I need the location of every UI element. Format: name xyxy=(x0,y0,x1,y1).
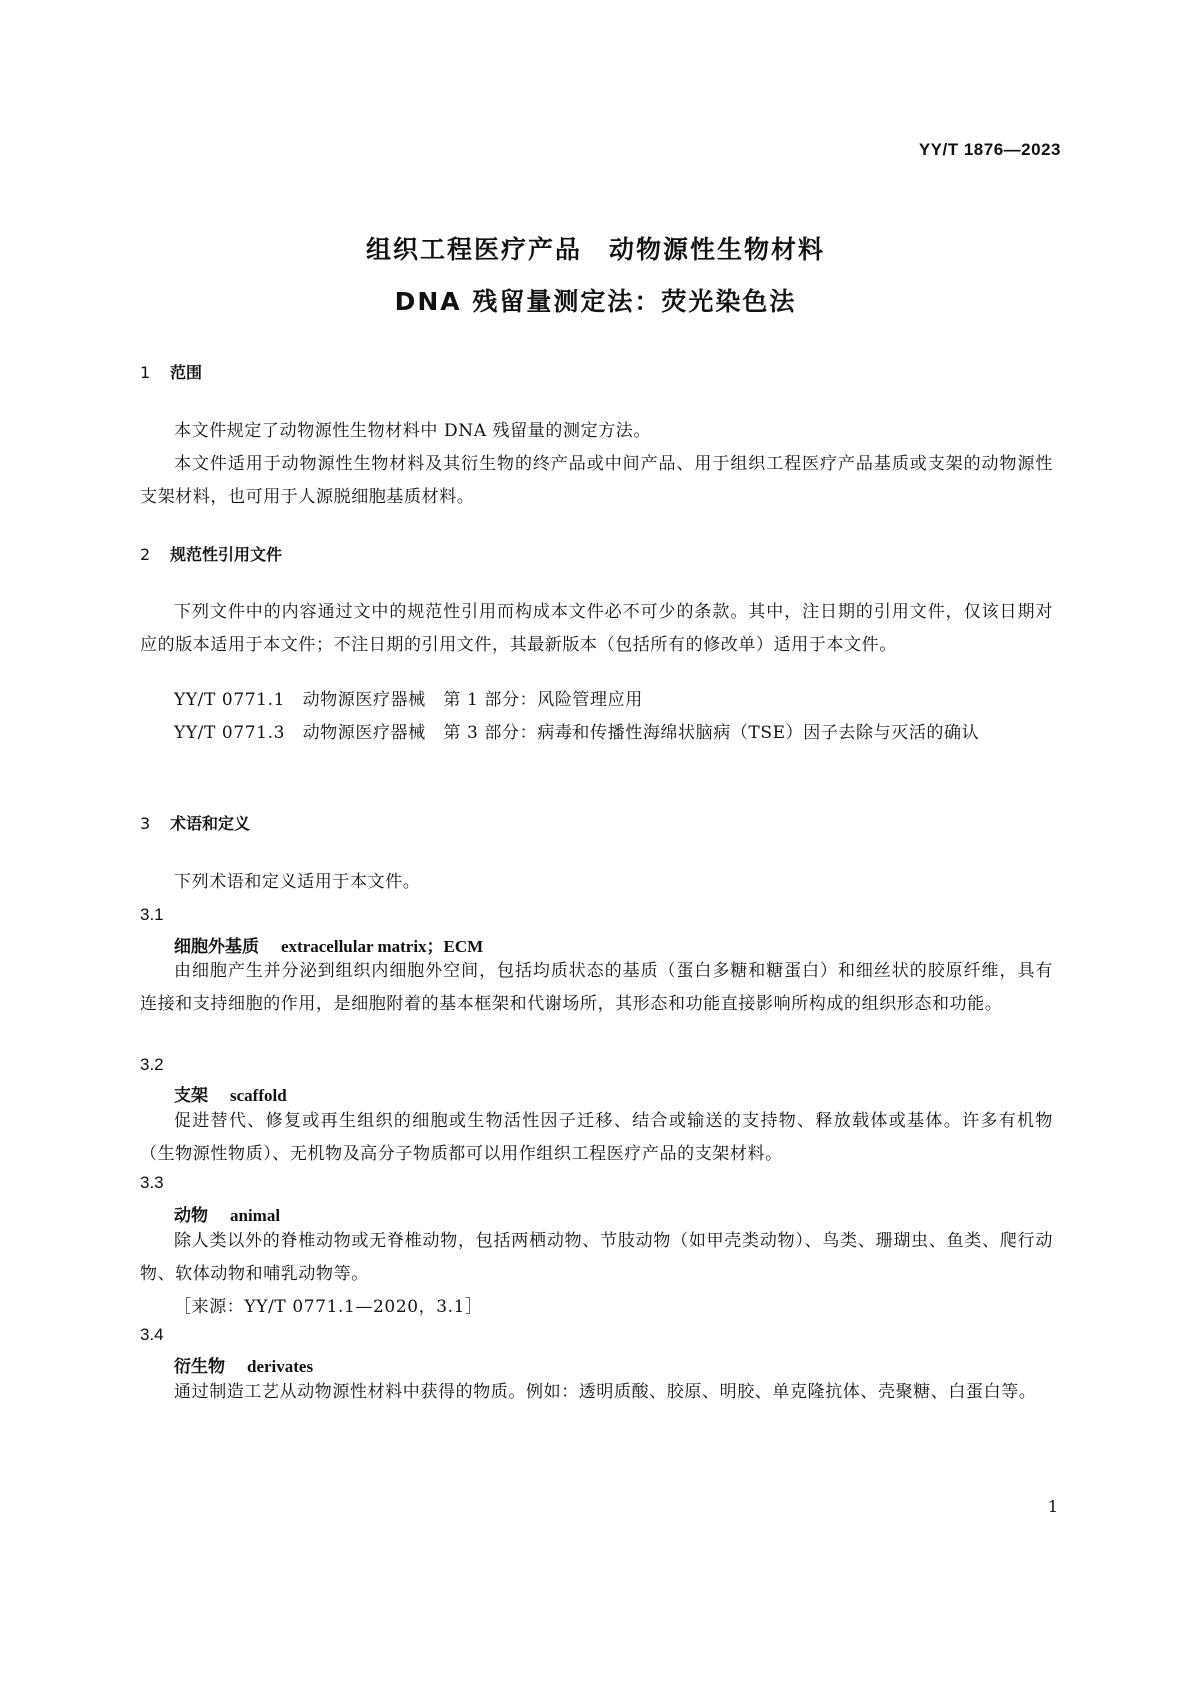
term-definition: 促进替代、修复或再生组织的细胞或生物活性因子迁移、结合或输送的支持物、释放载体或基体。许多有机物（生物源性物质）、无机物及高分子物质都可以用作组织工程医疗产品的支架材料。 xyxy=(140,1111,1053,1164)
term-english: animal xyxy=(230,1206,281,1225)
section-1-heading xyxy=(140,360,202,383)
term-heading xyxy=(174,1201,280,1226)
section-number: 3 xyxy=(140,814,151,833)
section-2-paragraph-1: 下列文件中的内容通过文中的规范性引用而构成本文件必不可少的条款。其中，注日期的引用文件，仅该日期对应的版本适用于本文件；不注日期的引用文件，其最新版本（包括所有的修改单）适用于本文件。 xyxy=(140,602,1053,655)
section-3-intro: 下列术语和定义适用于本文件。 xyxy=(174,872,421,892)
document-title-line-2: DNA 残留量测定法：荧光染色法 xyxy=(394,287,797,316)
section-title: 术语和定义 xyxy=(170,814,251,833)
standard-code: YY/T 1876—2023 xyxy=(918,140,1061,159)
section-3-heading xyxy=(140,811,250,834)
term-definition: 由细胞产生并分泌到组织内细胞外空间，包括均质状态的基质（蛋白多糖和糖蛋白）和细丝状的胶原纤维，具有连接和支持细胞的作用，是细胞附着的基本框架和代谢场所，其形态和功能直接影响所构成的组织形态和功能。 xyxy=(140,961,1053,1014)
section-number: 1 xyxy=(140,363,151,382)
term-heading xyxy=(174,932,483,957)
term-number: 3.2 xyxy=(140,1055,164,1074)
term-number: 3.1 xyxy=(140,905,164,924)
section-number: 2 xyxy=(140,545,151,564)
term-number: 3.3 xyxy=(140,1173,164,1192)
section-1-paragraph-1: 本文件规定了动物源性生物材料中 DNA 残留量的测定方法。 xyxy=(174,421,651,441)
term-chinese: 动物 xyxy=(174,1206,208,1226)
term-english: derivates xyxy=(247,1357,314,1376)
document-title-line-1: 组织工程医疗产品 动物源性生物材料 xyxy=(365,235,825,264)
reference-2: YY/T 0771.3 动物源医疗器械 第 3 部分：病毒和传播性海绵状脑病（TSE）因子去除与灭活的确认 xyxy=(174,723,980,743)
term-chinese: 支架 xyxy=(174,1086,208,1106)
term-english: extracellular matrix；ECM xyxy=(281,937,484,956)
term-heading xyxy=(174,1081,287,1106)
term-definition: 除人类以外的脊椎动物或无脊椎动物，包括两栖动物、节肢动物（如甲壳类动物）、鸟类、珊瑚虫、鱼类、爬行动物、软体动物和哺乳动物等。 xyxy=(140,1231,1053,1284)
section-1-paragraph-2: 本文件适用于动物源性生物材料及其衍生物的终产品或中间产品、用于组织工程医疗产品基质或支架的动物源性支架材料，也可用于人源脱细胞基质材料。 xyxy=(140,454,1053,507)
section-title: 规范性引用文件 xyxy=(170,545,283,564)
term-number: 3.4 xyxy=(140,1325,164,1344)
term-definition: 通过制造工艺从动物源性材料中获得的物质。例如：透明质酸、胶原、明胶、单克隆抗体、壳聚糖、白蛋白等。 xyxy=(174,1382,1037,1402)
term-english: scaffold xyxy=(230,1086,287,1105)
page-number: 1 xyxy=(1047,1497,1058,1516)
section-2-heading xyxy=(140,542,282,565)
term-chinese: 衍生物 xyxy=(174,1357,225,1377)
section-title: 范围 xyxy=(170,363,203,382)
term-source: ［来源：YY/T 0771.1—2020，3.1］ xyxy=(174,1297,483,1317)
term-heading xyxy=(174,1352,313,1377)
reference-1: YY/T 0771.1 动物源医疗器械 第 1 部分：风险管理应用 xyxy=(174,690,643,710)
term-chinese: 细胞外基质 xyxy=(174,937,259,957)
